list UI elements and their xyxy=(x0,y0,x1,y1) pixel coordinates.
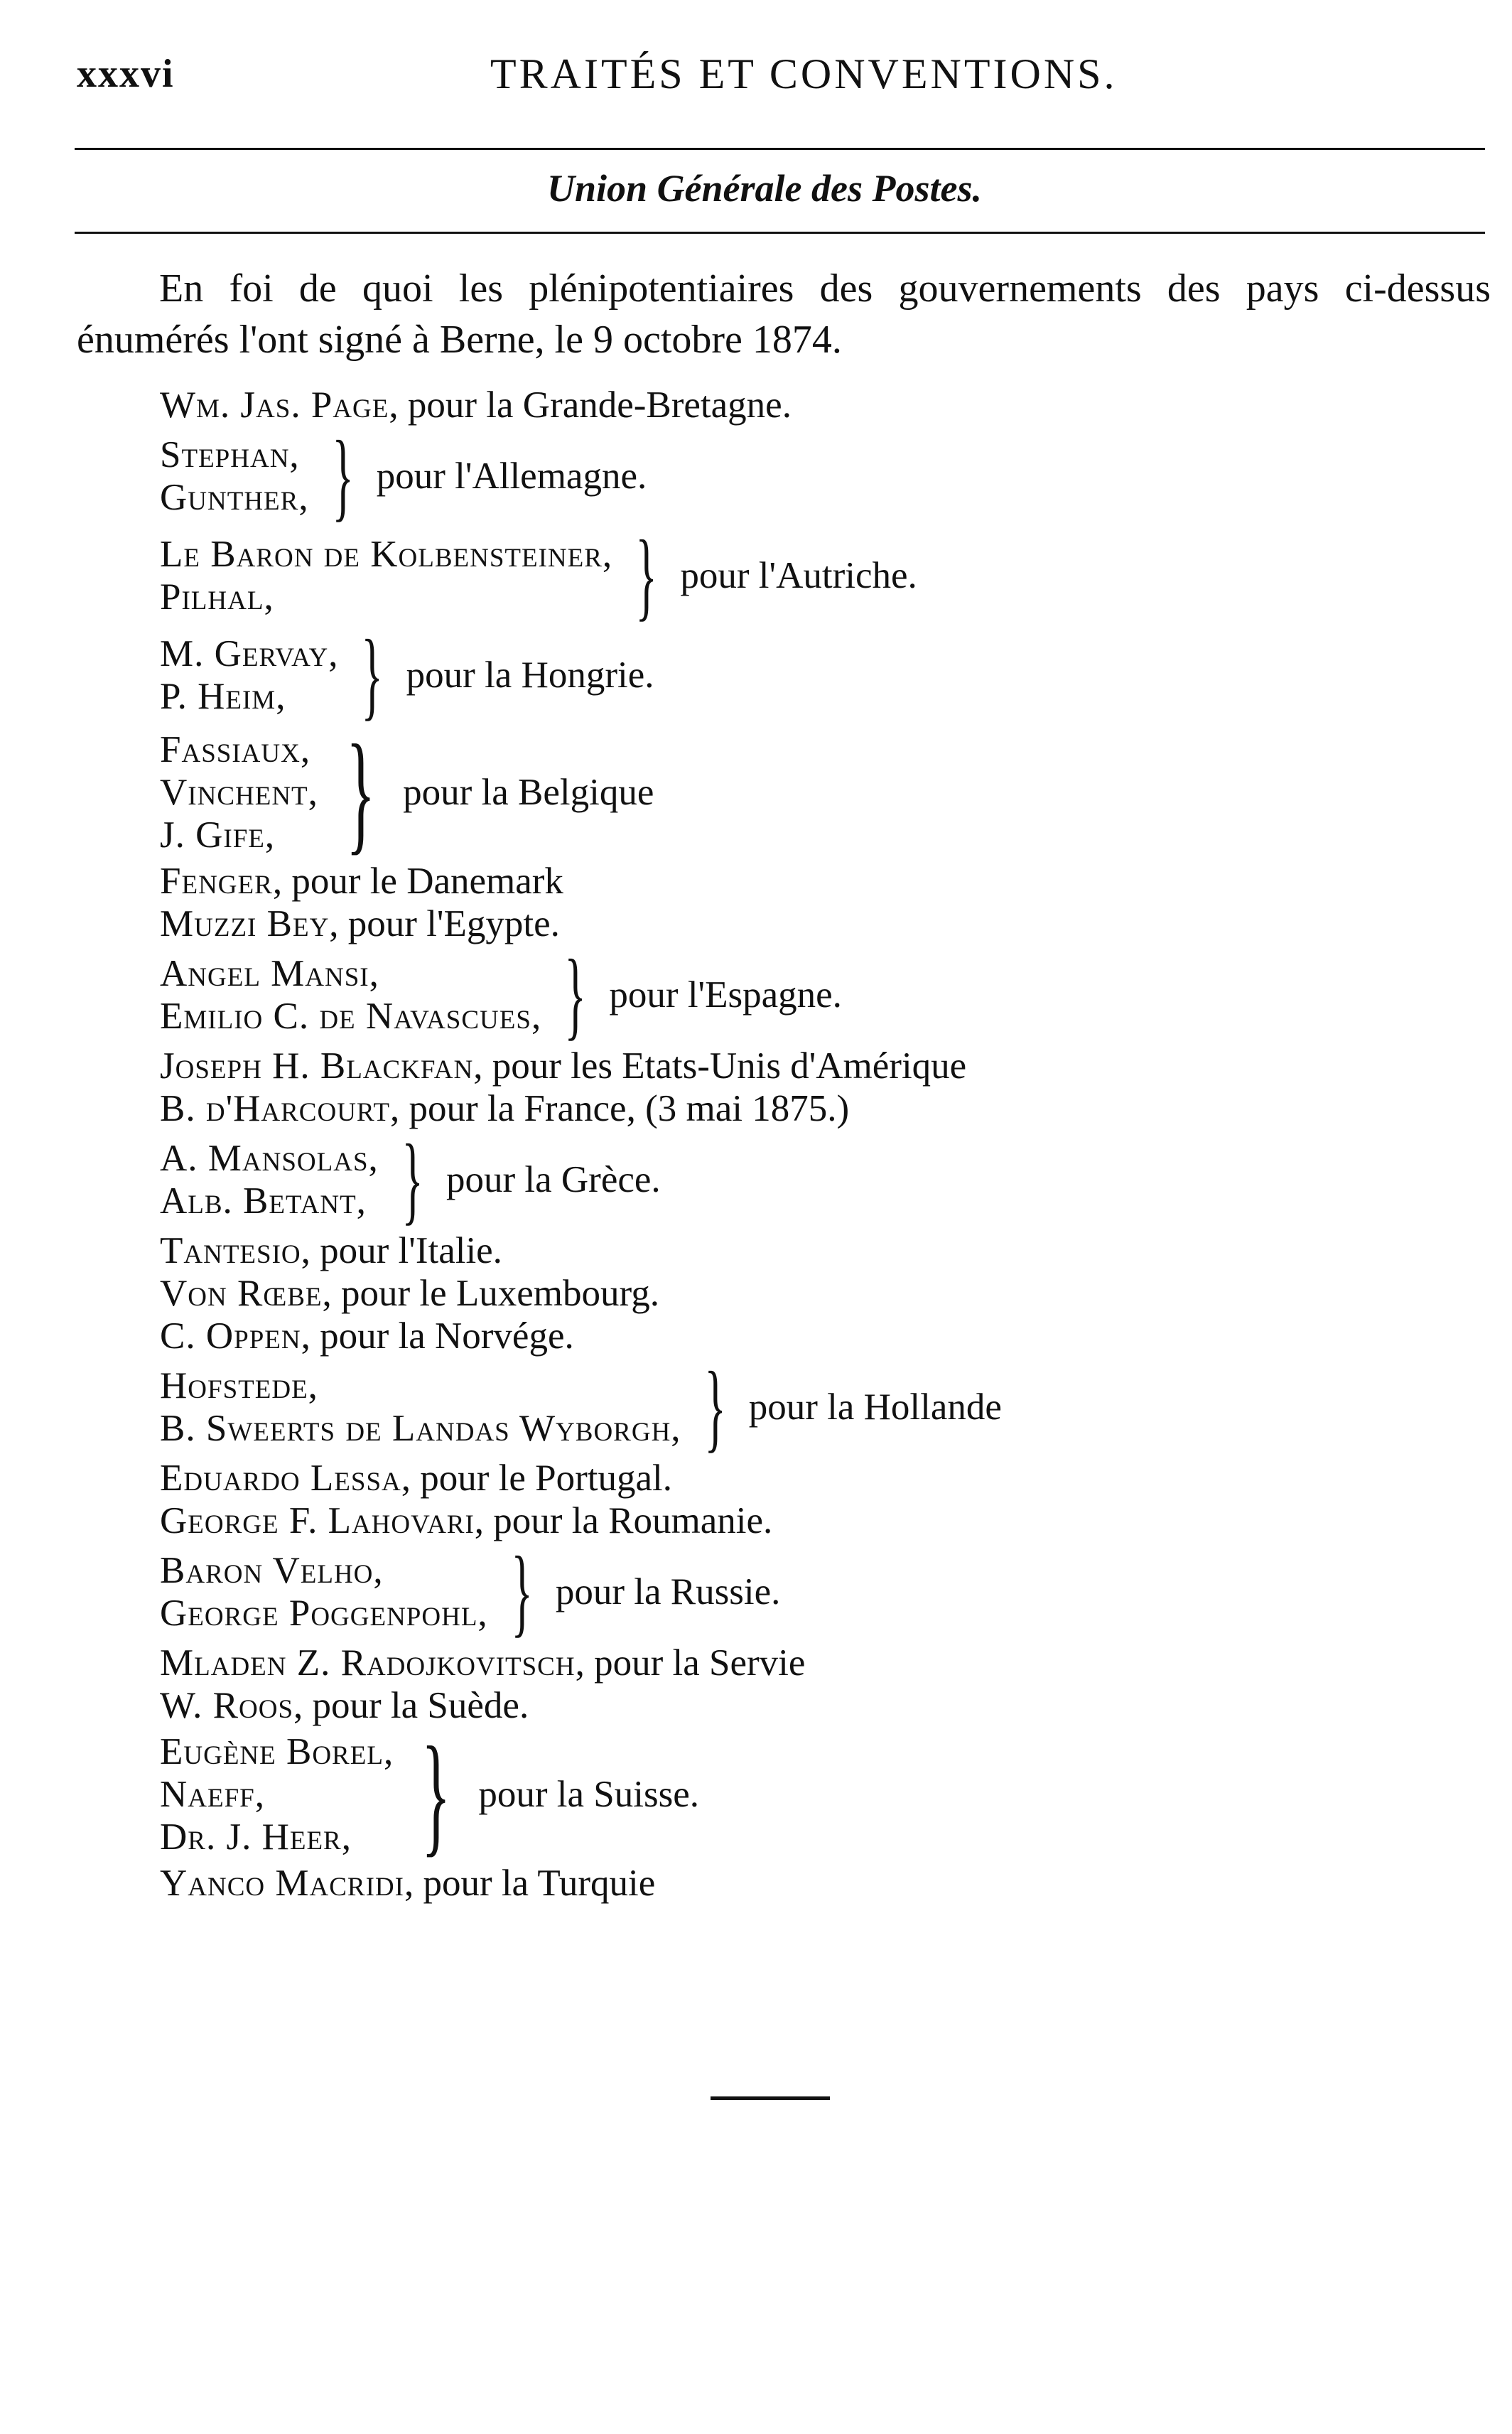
signatory-name: Fenger xyxy=(160,861,273,902)
signatory-group xyxy=(160,1536,1481,1647)
signatory-group-names xyxy=(160,728,318,856)
intro-text: En foi de quoi les plénipotentiaires des gouvernements des pays ci-dessus énumérés l'ont signé à Berne, le 9 octobre 1874. xyxy=(77,266,1491,362)
signatory-country: , pour la Norvége. xyxy=(301,1315,574,1357)
signatory-country: , pour la Servie xyxy=(575,1642,806,1684)
signatory-country: , pour la Grande-Bretagne. xyxy=(389,384,792,426)
signatory-country: pour la Suisse. xyxy=(478,1774,700,1815)
brace-icon: } xyxy=(511,1536,533,1647)
signatory-entry xyxy=(160,1684,1481,1727)
signatory-name: Eduardo Lessa xyxy=(160,1458,401,1499)
brace-icon: } xyxy=(401,1124,423,1234)
signatory-name: Muzzi Bey xyxy=(160,903,330,944)
signatory-entry xyxy=(160,1229,1481,1272)
signatory-name: Yanco Macridi xyxy=(160,1863,404,1904)
signatory-name: J. Gife, xyxy=(160,814,276,856)
signatory-name: B. Sweerts de Landas Wyborgh, xyxy=(160,1408,681,1449)
signatory-group-names xyxy=(160,1549,488,1635)
signatory-group xyxy=(160,1720,1481,1869)
signatory-name: C. Oppen xyxy=(160,1315,301,1357)
signatory-group xyxy=(160,1124,1481,1234)
signatory-name: Vinchent, xyxy=(160,772,318,813)
signatory-name: Angel Mansi, xyxy=(160,953,379,994)
signatory-country: , pour le Portugal. xyxy=(401,1458,673,1499)
signatory-country: , pour la Turquie xyxy=(404,1863,656,1904)
signatory-name: Pilhal, xyxy=(160,576,274,618)
signatory-group xyxy=(160,520,1481,630)
signatory-country: , pour les Etats-Unis d'Amérique xyxy=(473,1045,967,1087)
signatory-group-names xyxy=(160,533,612,618)
signatory-country: , pour l'Italie. xyxy=(301,1230,502,1271)
signatory-group xyxy=(160,1352,1481,1462)
signatory-name: Joseph H. Blackfan xyxy=(160,1045,474,1087)
header-rule-bottom xyxy=(75,232,1485,234)
signatory-name: Von Rœbe xyxy=(160,1273,323,1314)
signatory-name: George Poggenpohl, xyxy=(160,1593,488,1634)
signatory-entry xyxy=(160,1499,1481,1542)
header-rule-top xyxy=(75,148,1485,150)
section-title: Union Générale des Postes. xyxy=(547,167,982,210)
running-title: TRAITÉS ET CONVENTIONS. xyxy=(490,50,1118,97)
signatory-entry xyxy=(160,1862,1481,1905)
brace-icon: } xyxy=(332,421,354,531)
signatory-country: pour l'Espagne. xyxy=(609,974,842,1016)
signatory-group-names xyxy=(160,1364,681,1450)
signatory-name: Dr. J. Heer, xyxy=(160,1816,352,1858)
signatory-name: Gunther, xyxy=(160,477,309,518)
end-rule xyxy=(711,2096,830,2100)
signatory-group-names xyxy=(160,1730,394,1858)
signatory-entry xyxy=(160,903,1481,945)
page-header xyxy=(0,0,1512,242)
signatory-country: pour l'Autriche. xyxy=(680,555,917,596)
signatory-name: Hofstede, xyxy=(160,1365,318,1406)
signatory-name: P. Heim, xyxy=(160,676,286,717)
signatory-group xyxy=(160,718,1481,867)
signatory-name: M. Gervay, xyxy=(160,633,339,674)
signatory-name: A. Mansolas, xyxy=(160,1138,379,1179)
signatory-name: George F. Lahovari xyxy=(160,1500,475,1541)
brace-icon: } xyxy=(564,939,586,1050)
signatory-country: pour la Russie. xyxy=(555,1571,781,1612)
signatory-name: Eugène Borel, xyxy=(160,1731,394,1772)
signatory-country: , pour la Suède. xyxy=(293,1685,529,1726)
signatory-country: , pour le Luxembourg. xyxy=(322,1273,659,1314)
signatory-group xyxy=(160,620,1481,730)
signatory-name: Baron Velho, xyxy=(160,1550,384,1591)
signatory-country: pour la Grèce. xyxy=(446,1159,661,1200)
signatory-group-names xyxy=(160,952,541,1038)
signatory-country: , pour l'Egypte. xyxy=(329,903,560,944)
signatory-name: W. Roos xyxy=(160,1685,294,1726)
signatory-group-names xyxy=(160,434,309,519)
signatory-entry xyxy=(160,384,1481,426)
brace-icon: } xyxy=(635,520,657,630)
signatory-entry xyxy=(160,1457,1481,1499)
signatory-entry xyxy=(160,1315,1481,1357)
signatory-name: Naeff, xyxy=(160,1774,266,1815)
signatory-name: Emilio C. de Navascues, xyxy=(160,996,542,1037)
signatory-name: Tantesio xyxy=(160,1230,301,1271)
signatory-country: pour l'Allemagne. xyxy=(376,456,647,497)
page-number: xxxvi xyxy=(77,52,175,96)
brace-icon: } xyxy=(704,1352,726,1462)
brace-icon: } xyxy=(345,718,376,867)
signatory-name: Stephan, xyxy=(160,434,300,475)
brace-icon: } xyxy=(421,1720,451,1869)
signatory-entry xyxy=(160,1642,1481,1684)
signatory-name: Fassiaux, xyxy=(160,729,311,770)
signatory-entry xyxy=(160,1087,1481,1130)
signatory-name: Le Baron de Kolbensteiner, xyxy=(160,534,613,575)
signatory-group-names xyxy=(160,632,338,718)
signatory-group xyxy=(160,939,1481,1050)
signatory-group-names xyxy=(160,1137,379,1222)
signatory-country: pour la Belgique xyxy=(403,772,654,813)
signatory-name: Alb. Betant, xyxy=(160,1180,367,1222)
signatory-list xyxy=(160,384,1481,1905)
signatory-country: pour la Hollande xyxy=(748,1386,1002,1428)
signatory-name: Wm. Jas. Page xyxy=(160,384,389,426)
brace-icon: } xyxy=(361,620,384,730)
signatory-country: , pour la Roumanie. xyxy=(474,1500,773,1541)
signatory-country: , pour la France, (3 mai 1875.) xyxy=(389,1088,850,1129)
signatory-country: , pour le Danemark xyxy=(272,861,563,902)
signatory-name: Mladen Z. Radojkovitsch xyxy=(160,1642,576,1684)
signatory-entry xyxy=(160,1272,1481,1315)
signatory-group xyxy=(160,421,1481,531)
signatory-name: B. d'Harcourt xyxy=(160,1088,390,1129)
signatory-country: pour la Hongrie. xyxy=(406,655,654,696)
intro-paragraph xyxy=(77,263,1491,365)
signatory-entry xyxy=(160,1045,1481,1087)
